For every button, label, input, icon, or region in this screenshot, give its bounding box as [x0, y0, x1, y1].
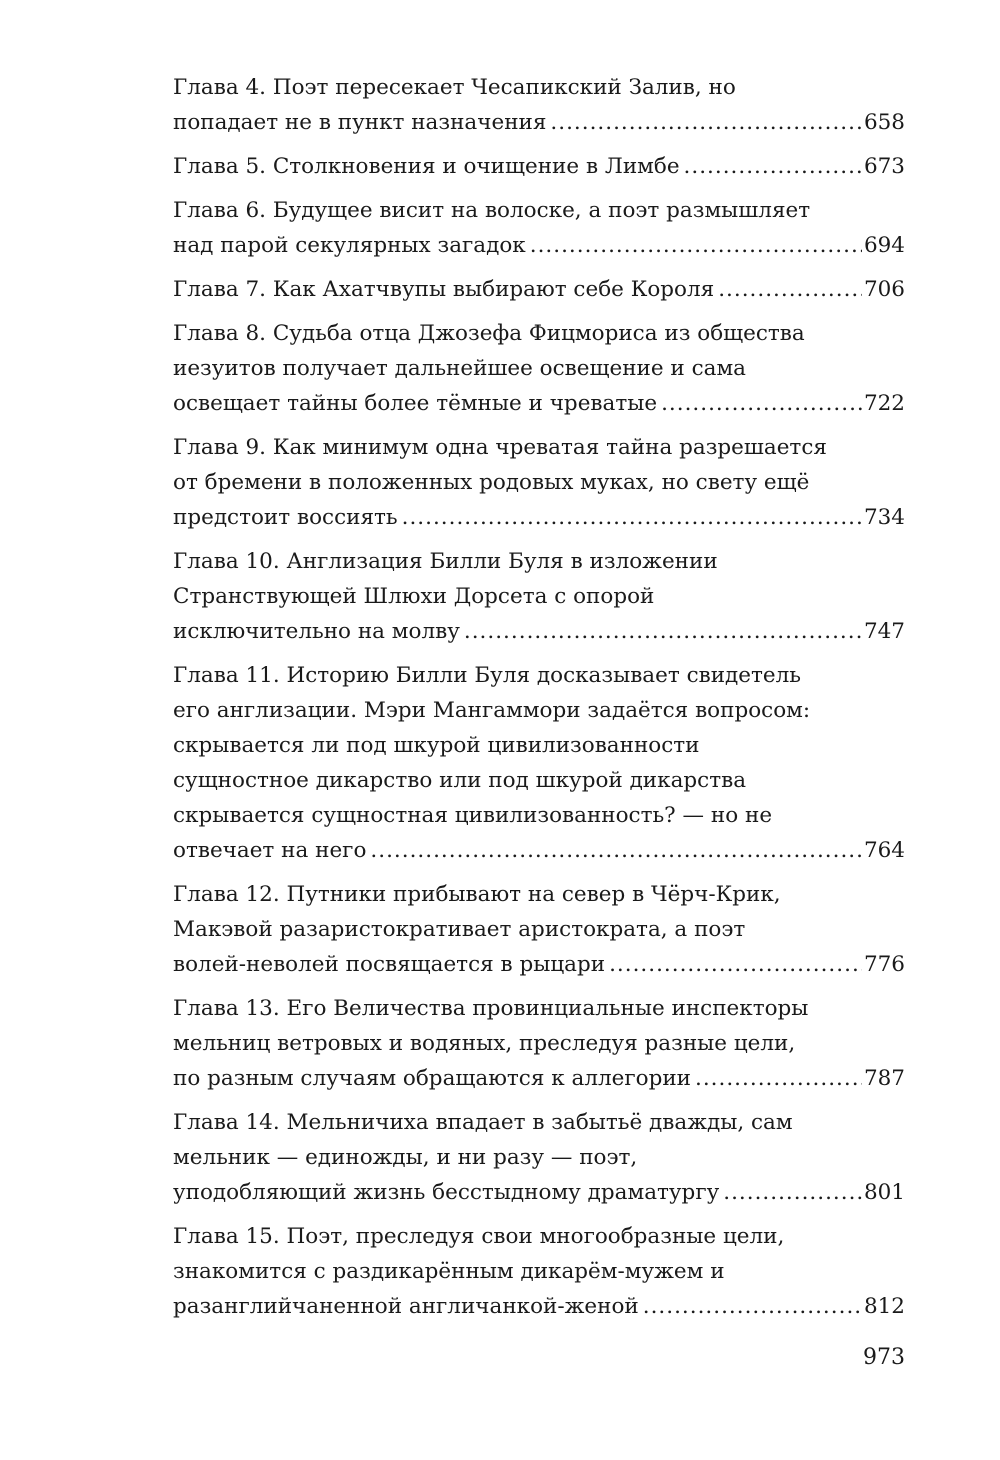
toc-entry-line: Глава 14. Мельничиха впадает в забытьё дважды, сам	[173, 1110, 793, 1135]
toc-entry-line: по разным случаям обращаются к аллегории	[173, 1066, 692, 1091]
toc-entry-last-line	[173, 1289, 905, 1324]
toc-entry	[173, 193, 905, 263]
dot-leader	[723, 1175, 862, 1210]
toc-entry-line: Макэвой разаристокративает аристократа, а поэт	[173, 917, 746, 942]
dot-leader	[370, 833, 862, 868]
dot-leader	[684, 149, 862, 184]
toc-entry-last-line	[173, 833, 905, 868]
toc-entry	[173, 877, 905, 982]
toc-entry-last-line	[173, 105, 905, 140]
toc-entry-line: волей-неволей посвящается в рыцари	[173, 952, 606, 977]
toc-entry	[173, 149, 905, 184]
toc-entry-line: Глава 10. Англизация Билли Буля в изложении	[173, 549, 718, 574]
toc-entry-line: знакомится с раздикарённым дикарём-мужем и	[173, 1259, 725, 1284]
toc-entry	[173, 1105, 905, 1210]
toc-entry-line: над парой секулярных загадок	[173, 233, 526, 258]
toc-entry-line: Глава 8. Судьба отца Джозефа Фицмориса из общества	[173, 321, 805, 346]
toc-entry-line: иезуитов получает дальнейшее освещение и сама	[173, 356, 746, 381]
dot-leader	[530, 228, 862, 263]
dot-leader	[643, 1289, 862, 1324]
dot-leader	[550, 105, 862, 140]
toc-entry-last-line	[173, 228, 905, 263]
dot-leader	[402, 500, 862, 535]
toc-page-number: 801	[863, 1180, 905, 1205]
toc-entry	[173, 430, 905, 535]
toc-page-number: 658	[863, 110, 905, 135]
toc-entry-line: исключительно на молву	[173, 619, 460, 644]
toc-entry-last-line	[173, 386, 905, 421]
toc-page-number: 734	[863, 505, 905, 530]
toc-entry-line: скрывается ли под шкурой цивилизованности	[173, 733, 700, 758]
toc-entry-line: его англизации. Мэри Мангаммори задаётся вопросом:	[173, 698, 811, 723]
toc-entry-last-line	[173, 272, 905, 307]
toc-entry-line: сущностное дикарство или под шкурой дикарства	[173, 768, 747, 793]
toc-entry-line: Глава 11. Историю Билли Буля досказывает свидетель	[173, 663, 801, 688]
toc-page-number: 776	[863, 952, 905, 977]
toc-page-number: 747	[863, 619, 905, 644]
dot-leader	[464, 614, 862, 649]
toc-entry-line: освещает тайны более тёмные и чреватые	[173, 391, 658, 416]
toc-entry-line: попадает не в пункт назначения	[173, 110, 547, 135]
toc-entry-line: уподобляющий жизнь бесстыдному драматургу	[173, 1180, 720, 1205]
table-of-contents	[173, 70, 905, 1333]
toc-entry-last-line	[173, 1175, 905, 1210]
toc-entry	[173, 658, 905, 868]
toc-entry-line: Глава 5. Столкновения и очищение в Лимбе	[173, 154, 680, 179]
dot-leader	[609, 947, 862, 982]
toc-page-number: 694	[863, 233, 905, 258]
toc-entry-last-line	[173, 149, 905, 184]
toc-entry-line: мельник — единожды, и ни разу — поэт,	[173, 1145, 638, 1170]
toc-entry	[173, 316, 905, 421]
toc-entry	[173, 70, 905, 140]
toc-entry-line: Глава 12. Путники прибывают на север в Чёрч-Крик,	[173, 882, 781, 907]
toc-entry	[173, 991, 905, 1096]
toc-entry-line: скрывается сущностная цивилизованность? — но не	[173, 803, 773, 828]
toc-page-number: 722	[863, 391, 905, 416]
dot-leader	[718, 272, 862, 307]
dot-leader	[695, 1061, 862, 1096]
toc-entry	[173, 544, 905, 649]
dot-leader	[661, 386, 862, 421]
toc-entry-line: Глава 15. Поэт, преследуя свои многообразные цели,	[173, 1224, 785, 1249]
toc-entry-line: разанглийчаненной англичанкой-женой	[173, 1294, 639, 1319]
toc-entry	[173, 272, 905, 307]
toc-entry-line: Глава 13. Его Величества провинциальные инспекторы	[173, 996, 809, 1021]
toc-entry-last-line	[173, 500, 905, 535]
toc-entry-last-line	[173, 947, 905, 982]
toc-page-number: 673	[863, 154, 905, 179]
toc-entry-line: Глава 4. Поэт пересекает Чесапикский Залив, но	[173, 75, 736, 100]
page-number: 973	[863, 1345, 905, 1370]
toc-entry-line: Глава 6. Будущее висит на волоске, а поэт размышляет	[173, 198, 811, 223]
toc-entry-line: предстоит воссиять	[173, 505, 398, 530]
toc-entry-last-line	[173, 614, 905, 649]
toc-page-number: 787	[863, 1066, 905, 1091]
toc-page-number: 706	[863, 277, 905, 302]
toc-entry-line: Странствующей Шлюхи Дорсета с опорой	[173, 584, 655, 609]
toc-entry-line: Глава 7. Как Ахатчвупы выбирают себе Короля	[173, 277, 715, 302]
toc-page-number: 764	[863, 838, 905, 863]
toc-entry	[173, 1219, 905, 1324]
toc-entry-last-line	[173, 1061, 905, 1096]
toc-page-number: 812	[863, 1294, 905, 1319]
toc-entry-line: мельниц ветровых и водяных, преследуя разные цели,	[173, 1031, 796, 1056]
toc-entry-line: отвечает на него	[173, 838, 367, 863]
toc-entry-line: от бремени в положенных родовых муках, но свету ещё	[173, 470, 810, 495]
toc-entry-line: Глава 9. Как минимум одна чреватая тайна разрешается	[173, 435, 827, 460]
